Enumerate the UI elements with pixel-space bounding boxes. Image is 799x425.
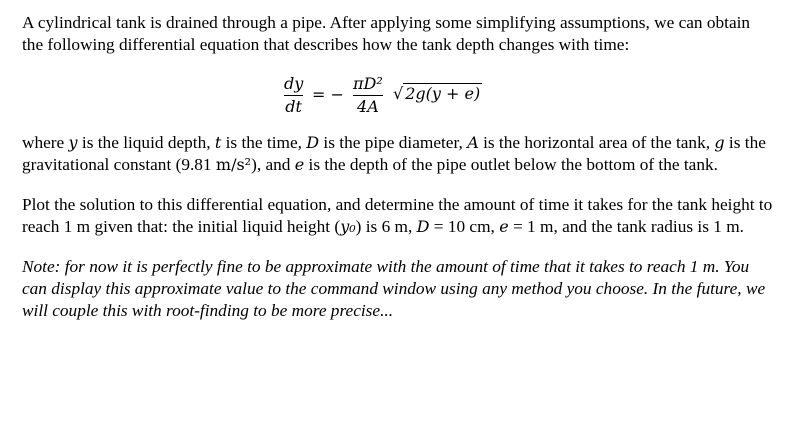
var-A: A [467,133,479,152]
definitions-text: is the time, [221,133,307,152]
task-text: ) is 6 m, [355,217,417,236]
radicand: 2g(y + e) [405,84,481,103]
lhs-fraction [284,74,303,117]
definitions-text: ), and [251,155,295,174]
radical-sign-icon: √ [393,84,404,103]
definitions-text: is the horizontal area of the tank, [478,133,715,152]
definitions-text: is the liquid depth, [77,133,215,152]
note-paragraph: Note: for now it is perfectly fine to be approximate with the amount of time that it takes to reach 1 m. You can display this approximate value to the command window using any method you choose. In the future, we will couple this with root-finding to be more precise... [22,257,766,320]
document-page [22,12,774,322]
lhs-numerator: dy [284,74,304,93]
var-y0: y₀ [340,217,356,236]
lhs-fraction-bar [284,95,303,96]
definitions-text: is the gravitational constant (9.81 [22,133,766,174]
unit-m-per-s2: m/s² [215,155,252,174]
var-D: D [306,133,320,152]
rhs-fraction-bar [353,95,383,96]
var-g: g [714,133,725,152]
var-t: t [214,133,222,152]
definitions-paragraph [22,132,774,176]
equals-minus-sign: = − [312,85,344,104]
definitions-text: is the depth of the pipe outlet below the bottom of the tank. [304,155,718,174]
intro-paragraph: A cylindrical tank is drained through a pipe. After applying some simplifying assumptions, we can obtain the following differential equation that describes how the tank depth changes with time: [22,13,751,54]
task-text: = 1 m, and the tank radius is 1 m. [508,217,744,236]
rhs-denominator: 4A [357,97,379,116]
task-text: = 10 cm, [429,217,500,236]
var-y: y [68,133,78,152]
definitions-text: where [22,133,69,152]
task-paragraph [22,194,774,238]
definitions-text: is the pipe diameter, [319,133,468,152]
rhs-fraction [353,74,383,117]
var-e: e [499,217,509,236]
rhs-numerator: πD² [353,74,383,93]
var-e: e [294,155,305,174]
var-D: D [416,217,430,236]
task-text: Plot the solution to this differential equation, and determine the amount of time it takes for the tank height to reach 1 m given that: the initial liquid height ( [22,195,773,236]
square-root [393,84,482,103]
lhs-denominator: dt [285,97,302,116]
differential-equation [22,74,774,122]
